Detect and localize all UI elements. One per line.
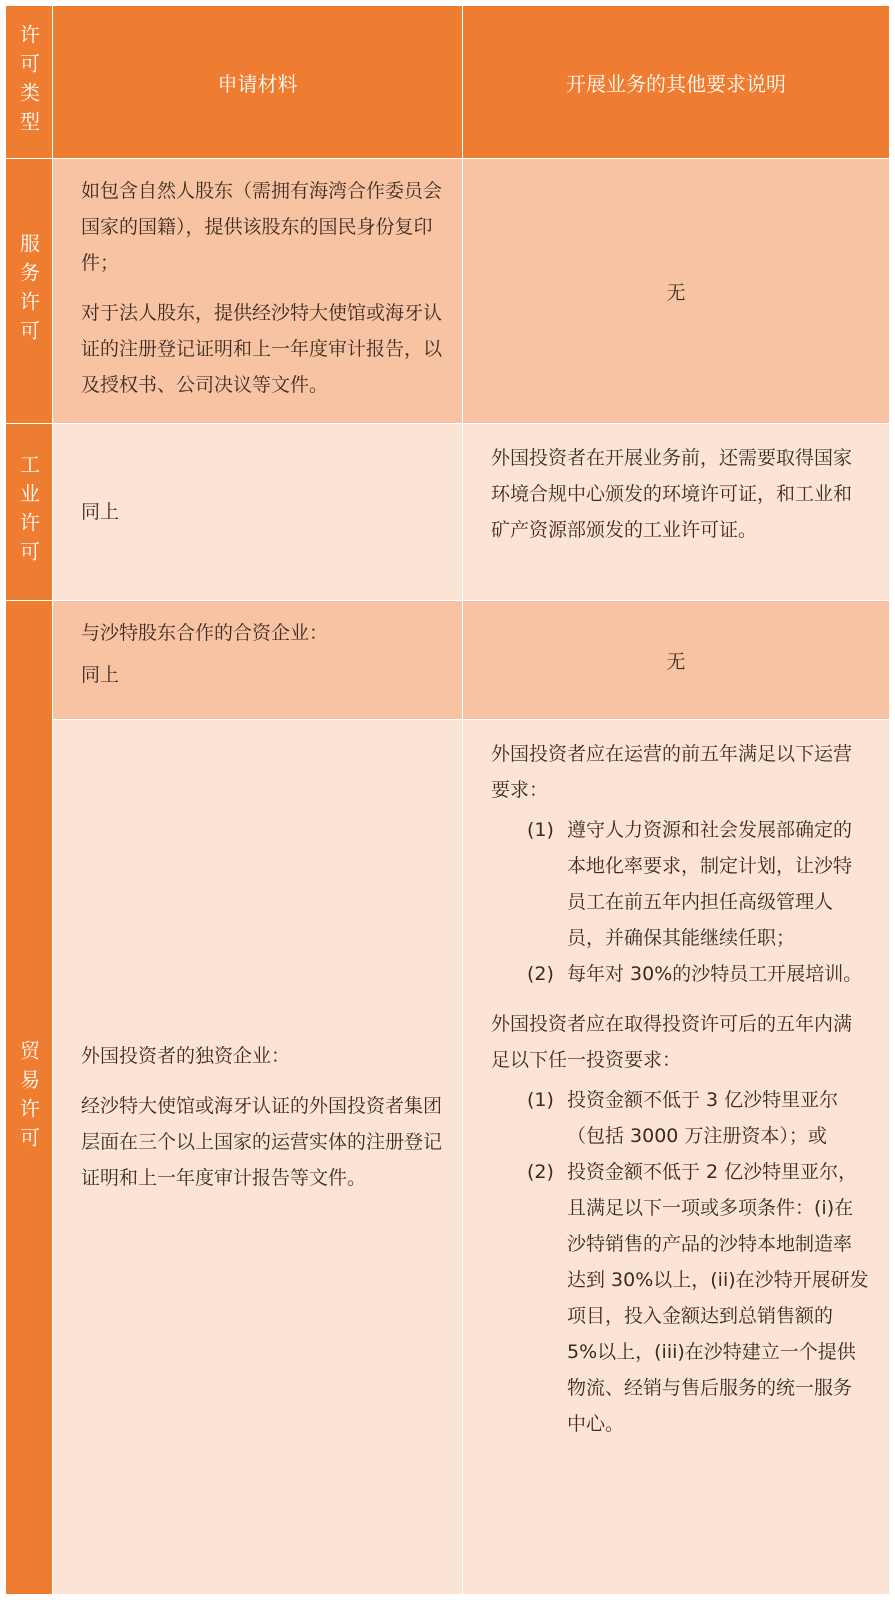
header-materials-label: 申请材料 xyxy=(217,71,298,96)
list-item-text: 投资金额不低于 2 亿沙特里亚尔，且满足以下一项或多项条件：(i)在沙特销售的产品的沙特本地制造率达到 30%以上，(ii)在沙特开展研发项目，投入金额达到总销售额的 5%以上，(iii)在沙特建立一个提供物流、经销与售后服务的统一服务中心。 xyxy=(567,1161,869,1435)
trade-permit-type-cell xyxy=(6,601,52,1594)
industrial-permit-materials xyxy=(53,424,462,600)
service-permit-label: 服务许可 xyxy=(16,233,41,349)
header-requirements-label: 开展业务的其他要求说明 xyxy=(566,71,786,96)
list-item-text: 投资金额不低于 3 亿沙特里亚尔（包括 3000 万注册资本）；或 xyxy=(567,1089,839,1147)
list-item-number: (2) xyxy=(527,963,554,985)
trade-wfoe-req-intro2: 外国投资者应在取得投资许可后的五年内满足以下任一投资要求： xyxy=(491,1013,853,1071)
trade-wfoe-req-list1 xyxy=(491,812,869,992)
list-item xyxy=(491,1082,869,1154)
trade-jv-materials xyxy=(53,601,462,719)
industrial-permit-type-cell xyxy=(6,424,52,600)
list-item-number: (1) xyxy=(527,819,554,841)
header-requirements-cell xyxy=(463,6,889,158)
service-materials-p1: 如包含自然人股东（需拥有海湾合作委员会国家的国籍），提供该股东的国民身份复印件； xyxy=(81,180,443,274)
list-item-text: 每年对 30%的沙特员工开展培训。 xyxy=(567,963,863,985)
industrial-permit-label: 工业许可 xyxy=(16,454,41,570)
list-item-text: 遵守人力资源和社会发展部确定的本地化率要求，制定计划，让沙特员工在前五年内担任高级管理人员，并确保其能继续任职； xyxy=(567,819,853,949)
list-item xyxy=(491,956,869,992)
header-type-cell xyxy=(6,6,52,158)
industrial-requirements-text: 外国投资者在开展业务前，还需要取得国家环境合规中心颁发的环境许可证，和工业和矿产资源部颁发的工业许可证。 xyxy=(491,447,853,541)
list-item-number: (1) xyxy=(527,1089,554,1111)
trade-permit-label: 贸易许可 xyxy=(16,1039,41,1156)
industrial-permit-requirements xyxy=(463,424,889,600)
list-item-number: (2) xyxy=(527,1161,554,1183)
trade-wfoe-materials xyxy=(53,720,462,1594)
header-materials-cell xyxy=(53,6,462,158)
service-permit-type-cell xyxy=(6,159,52,423)
trade-jv-requirements-text: 无 xyxy=(666,650,686,673)
trade-wfoe-materials-title: 外国投资者的独资企业： xyxy=(81,1045,291,1067)
header-type-label: 许可类型 xyxy=(16,24,41,140)
service-permit-materials xyxy=(53,159,462,423)
list-item xyxy=(491,1154,869,1442)
list-item xyxy=(491,812,869,956)
trade-wfoe-materials-body: 经沙特大使馆或海牙认证的外国投资者集团层面在三个以上国家的运营实体的注册登记证明和上一年度审计报告等文件。 xyxy=(81,1095,443,1189)
service-requirements-text: 无 xyxy=(666,281,686,304)
trade-wfoe-req-intro1: 外国投资者应在运营的前五年满足以下运营要求： xyxy=(491,743,853,801)
trade-jv-requirements xyxy=(463,601,889,719)
trade-wfoe-requirements xyxy=(463,720,889,1594)
service-materials-p2: 对于法人股东，提供经沙特大使馆或海牙认证的注册登记证明和上一年度审计报告，以及授权书、公司决议等文件。 xyxy=(81,302,443,396)
service-permit-requirements xyxy=(463,159,889,423)
industrial-materials-text: 同上 xyxy=(81,501,120,523)
trade-jv-materials-body: 同上 xyxy=(81,664,120,686)
trade-wfoe-req-list2 xyxy=(491,1082,869,1442)
trade-jv-materials-title: 与沙特股东合作的合资企业： xyxy=(81,622,329,644)
